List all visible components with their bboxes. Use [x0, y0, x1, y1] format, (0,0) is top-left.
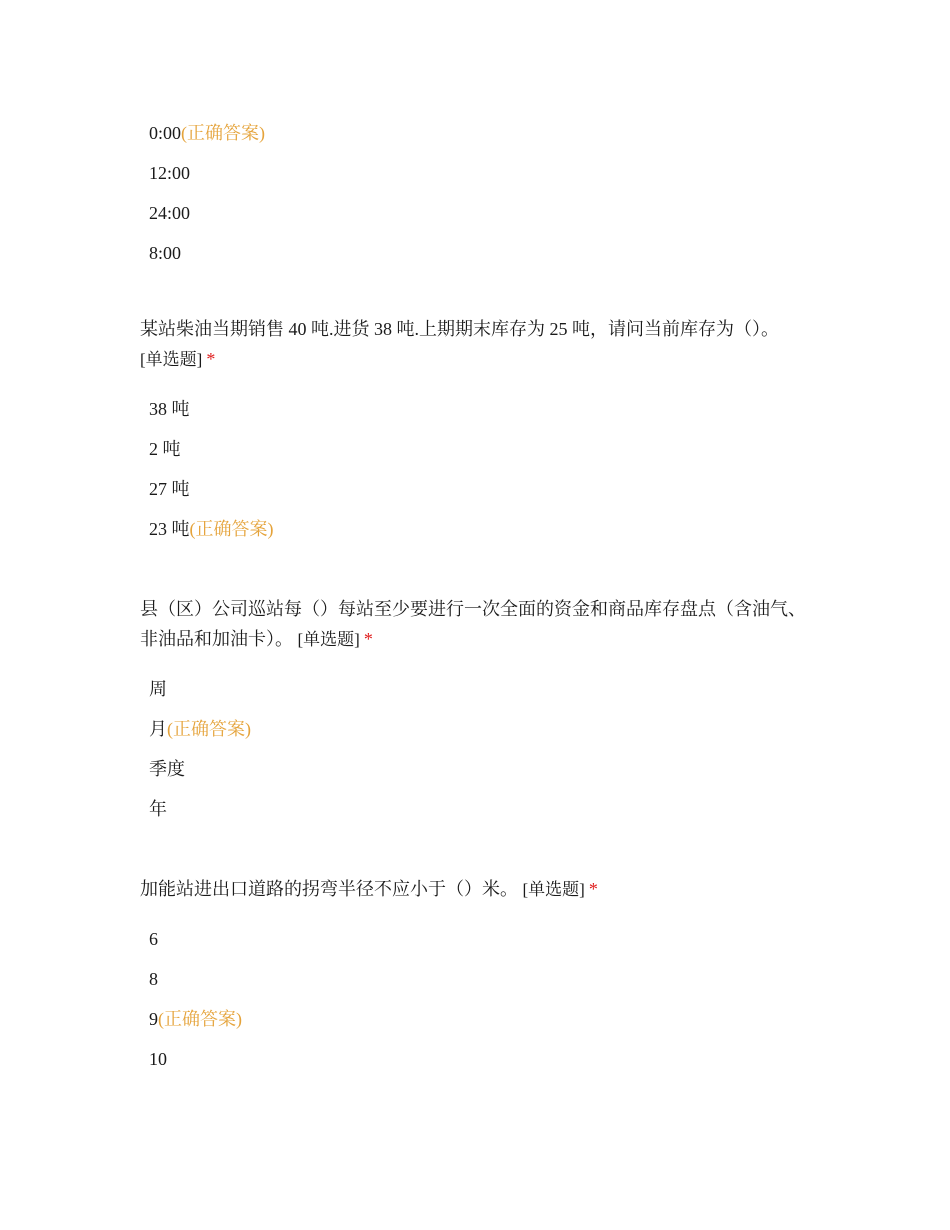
option-label: 年 — [149, 799, 167, 819]
required-mark: * — [588, 879, 598, 899]
option-label: 8:00 — [149, 243, 182, 263]
option-item[interactable] — [149, 749, 810, 789]
question-text: 县（区）公司巡站每（）每站至少要进行一次全面的资金和商品库存盘点（含油气、非油品和加油卡）。 — [140, 599, 806, 649]
question-type-label: [单选题] — [140, 350, 203, 369]
option-list — [140, 389, 810, 549]
correct-answer-tag: (正确答案) — [158, 1009, 242, 1029]
question-2 — [140, 314, 810, 549]
option-item[interactable] — [149, 469, 810, 509]
question-4 — [140, 874, 810, 1079]
option-item[interactable] — [149, 789, 810, 829]
option-list — [140, 113, 810, 273]
option-label: 27 吨 — [149, 479, 190, 499]
option-item[interactable] — [149, 429, 810, 469]
option-item[interactable] — [149, 153, 810, 193]
option-item[interactable] — [149, 709, 810, 749]
option-label: 6 — [149, 929, 158, 949]
option-item[interactable] — [149, 669, 810, 709]
option-list — [140, 919, 810, 1079]
option-item[interactable] — [149, 233, 810, 273]
option-label: 12:00 — [149, 163, 191, 183]
correct-answer-tag: (正确答案) — [167, 719, 251, 739]
required-mark: * — [206, 349, 216, 369]
option-list — [140, 669, 810, 829]
option-item[interactable] — [149, 1039, 810, 1079]
question-type-label: [单选题] — [522, 880, 585, 899]
option-item[interactable] — [149, 509, 810, 549]
option-label: 8 — [149, 969, 158, 989]
option-label: 38 吨 — [149, 399, 190, 419]
option-label: 周 — [149, 679, 167, 699]
option-item[interactable] — [149, 113, 810, 153]
option-label: 9 — [149, 1009, 158, 1029]
option-label: 季度 — [149, 759, 185, 779]
option-label: 2 吨 — [149, 439, 181, 459]
option-item[interactable] — [149, 389, 810, 429]
option-item[interactable] — [149, 999, 810, 1039]
question-type-label: [单选题] — [297, 630, 360, 649]
option-label: 23 吨 — [149, 519, 190, 539]
question-stem — [140, 594, 810, 655]
option-item[interactable] — [149, 919, 810, 959]
question-3 — [140, 594, 810, 829]
question-1 — [140, 113, 810, 273]
question-stem — [140, 874, 810, 905]
option-label: 10 — [149, 1049, 167, 1069]
option-label: 0:00 — [149, 123, 182, 143]
option-item[interactable] — [149, 959, 810, 999]
correct-answer-tag: (正确答案) — [189, 519, 274, 539]
question-text: 某站柴油当期销售 40 吨.进货 38 吨.上期期末库存为 25 吨，请问当前库存为（）。 — [140, 319, 779, 339]
required-mark: * — [363, 629, 373, 649]
question-text: 加能站进出口道路的拐弯半径不应小于（）米。 — [140, 879, 518, 899]
question-stem — [140, 314, 810, 375]
option-label: 24:00 — [149, 203, 191, 223]
option-item[interactable] — [149, 193, 810, 233]
correct-answer-tag: (正确答案) — [181, 123, 266, 143]
option-label: 月 — [149, 719, 167, 739]
